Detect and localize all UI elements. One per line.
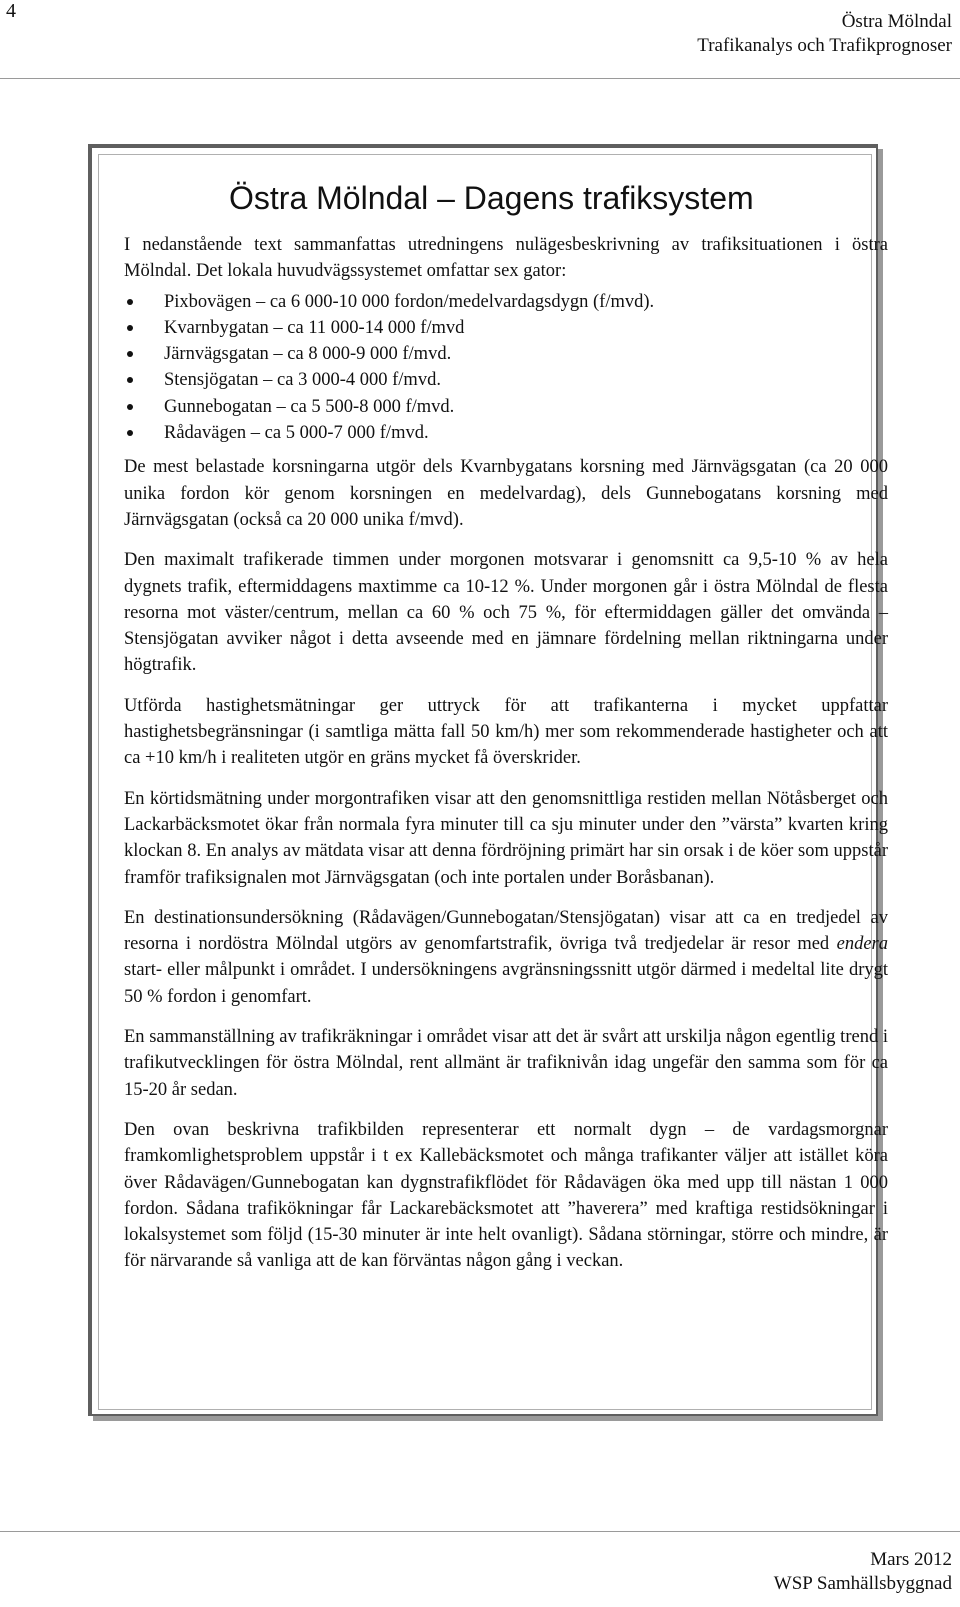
list-item: Pixbovägen – ca 6 000-10 000 fordon/medelvardagsdygn (f/mvd).: [124, 289, 888, 315]
footer-company: WSP Samhällsbyggnad: [773, 1573, 952, 1594]
emphasis-text: endera: [836, 934, 888, 955]
running-header: [697, 10, 952, 58]
box-title: Östra Mölndal – Dagens trafiksystem: [229, 180, 754, 216]
intro-paragraph: I nedanstående text sammanfattas utredningens nulägesbeskrivning av trafiksituationen i östra Mölndal. Det lokala huvudvägssystemet omfattar sex gator:: [124, 235, 888, 282]
road-list: [124, 289, 888, 447]
footer-rule: [0, 1531, 960, 1532]
text-span: En destinationsundersökning (Rådavägen/Gunnebogatan/Stensjögatan) visar att ca en tredjedel av resorna i nordöstra Mölndal utgörs av genomfartstrafik, övriga två tredjedelar är resor med: [124, 907, 888, 955]
paragraph-destination-survey: [124, 905, 888, 1010]
list-item: Järnvägsgatan – ca 8 000-9 000 f/mvd.: [124, 341, 888, 367]
list-item: Stensjögatan – ca 3 000-4 000 f/mvd.: [124, 367, 888, 393]
text-span: start- eller målpunkt i området. I undersökningens avgränsningssnitt utgör därmed i medeltal lite drygt 50 % fordon i genomfart.: [124, 960, 888, 1007]
list-item: Kvarnbygatan – ca 11 000-14 000 f/mvd: [124, 315, 888, 341]
running-footer: [774, 1548, 952, 1596]
paragraph-speed: Utförda hastighetsmätningar ger uttryck för att trafikanterna i mycket uppfattar hastighetsbegränsningar (i samtliga mätta fall 50 km/h) mer som rekommenderade hastigheter och att ca +10 km/h i realiteten utgör en gräns mycket få överskrider.: [124, 695, 888, 769]
paragraph-peak-hour: Den maximalt trafikerade timmen under morgonen motsvarar i genomsnitt ca 9,5-10 % av hela dygnets trafik, eftermiddagens maxtimme ca 10-12 %. Under morgonen går i östra Mölndal de flesta resorna mot väster/centrum, mellan ca 60 % och 75 %, för eftermiddagen gäller det omvända – Stensjögatan avviker något i detta avseende med en jämnare fördelning mellan riktningarna under högtrafik.: [124, 550, 888, 676]
header-title: Östra Mölndal: [841, 11, 952, 32]
header-subtitle: Trafikanalys och Trafikprognoser: [697, 35, 952, 56]
page-number: 4: [6, 0, 16, 22]
list-item: Rådavägen – ca 5 000-7 000 f/mvd.: [124, 420, 888, 446]
paragraph-traffic-counts: En sammanställning av trafikräkningar i området visar att det är svårt att urskilja någon egentlig trend i trafikutvecklingen för östra Mölndal, rent allmänt är trafiknivån idag ungefär den samma som för ca 15-20 år sedan.: [124, 1027, 888, 1100]
footer-date: Mars 2012: [870, 1549, 952, 1570]
paragraph-intersections: De mest belastade korsningarna utgör dels Kvarnbygatans korsning med Järnvägsgatan (ca 20 000 unika fordon kör genom korsningen en medelvardag), dels Gunnebogatans korsning med Järnvägsgatan (också ca 20 000 unika f/mvd).: [124, 457, 888, 530]
header-rule: [0, 78, 960, 79]
summary-content: [124, 178, 888, 1289]
paragraph-disturbances: Den ovan beskrivna trafikbilden representerar ett normalt dygn – de vardagsmorgnar framkomlighetsproblem uppstår i t ex Kallebäcksmotet och många trafikanter väljer att istället köra över Rådavägen/Gunnebogatan kan dygnstrafikflödet för Rådavägen öka med upp till nästan 1 000 fordon. Sådana trafikökningar får Lackarebäcksmotet att ”haverera” med kraftiga restidsökningar i lokalsystemet som följd (15-30 minuter är inte helt ovanligt). Sådana störningar, större och mindre, är för närvarande så vanliga att de kan förväntas någon gång i veckan.: [124, 1119, 888, 1272]
list-item: Gunnebogatan – ca 5 500-8 000 f/mvd.: [124, 394, 888, 420]
paragraph-travel-time: En körtidsmätning under morgontrafiken visar att den genomsnittliga restiden mellan Nötåsberget och Lackarbäcksmotet ökar från normala fyra minuter till ca sju minuter under den ”värsta” kvarten kring klockan 8. En analys av mätdata visar att denna fördröjning primärt har sin orsak i de köer som uppstår framför trafiksignalen mot Järnvägsgatan (och inte portalen under Boråsbanan).: [124, 788, 888, 888]
